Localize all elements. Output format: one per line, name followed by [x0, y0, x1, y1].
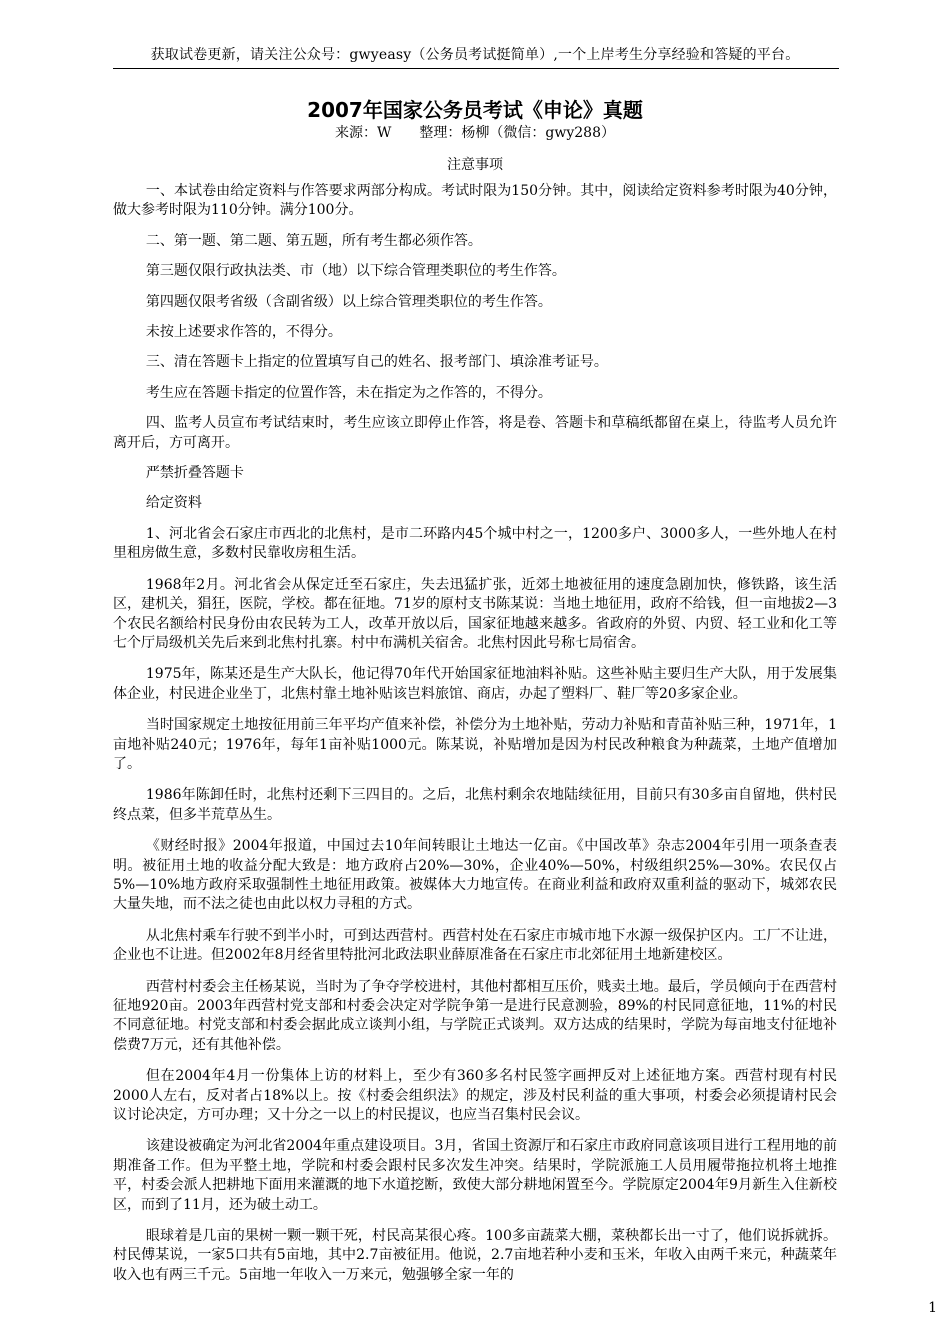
material-paragraph: 但在2004年4月一份集体上访的材料上，至少有360多名村民签字画押反对上述征地方案。西营村现有村民2000人左右，反对者占18%以上。按《村委会组织法》的规定，涉及村民利益的重大事项，村委会必须提请村民会议讨论决定，方可办理；又十分之一以上的村民提议，也应当召集村民会议。 [113, 1068, 837, 1124]
page-number: 1 [928, 1300, 937, 1316]
source-line: 来源：W 整理：杨柳（微信：gwy288） [335, 125, 615, 141]
notice-heading: 注意事项 [447, 157, 503, 173]
document-body [113, 98, 837, 1297]
section-heading-materials: 给定资料 [145, 495, 202, 512]
material-paragraph: 《财经时报》2004年报道，中国过去10年间转眼让土地达一亿亩。《中国改革》杂志2004年引用一项条查表明。被征用土地的收益分配大致是：地方政府占20%—30%，企业40%—50%，村级组织25%—30%。农民仅占5%—10%地方政府采取强制性土地征用政策。被媒体大力地宣传。在商业利益和政府双重利益的驱动下，城郊农民大量失地，而不法之徒也由此以权力寻租的方式。 [113, 838, 837, 913]
material-paragraph: 当时国家规定土地按征用前三年平均产值来补偿，补偿分为土地补贴，劳动力补贴和青苗补贴三种，1971年，1亩地补贴240元；1976年，每年1亩补贴1000元。陈某说，补贴增加是因为村民改种粮食为种蔬菜，土地产值增加了。 [113, 717, 837, 772]
header-divider [113, 68, 839, 69]
material-paragraph: 1、河北省会石家庄市西北的北焦村，是市二环路内45个城中村之一，1200多户、3000多人，一些外地人在村里租房做生意，多数村民靠收房租生活。 [113, 525, 837, 562]
instruction-paragraph: 未按上述要求作答的，不得分。 [145, 324, 342, 341]
material-paragraph: 1986年陈卸任时，北焦村还剩下三四目的。之后，北焦村剩余农地陆续征用，目前只有30多亩自留地，供村民终点菜，但多半荒草丛生。 [113, 787, 837, 823]
instruction-paragraph: 第三题仅限行政执法类、市（地）以下综合管理类职位的考生作答。 [145, 263, 566, 280]
document-title: 2007年国家公务员考试《申论》真题 [307, 98, 643, 122]
instruction-paragraph: 一、本试卷由给定资料与作答要求两部分构成。考试时限为150分钟。其中，阅读给定资料参考时限为40分钟，做大参考时限为110分钟。满分100分。 [113, 183, 837, 219]
material-paragraph: 从北焦村乘车行驶不到半小时，可到达西营村。西营村处在石家庄市城市地下水源一级保护区内。工厂不让进，企业也不让进。但2002年8月经省里特批河北政法职业薛原准备在石家庄市北郊征用土地新建校区。 [113, 927, 837, 964]
material-paragraph: 1975年，陈某还是生产大队长，他记得70年代开始国家征地油料补贴。这些补贴主要归生产大队，用于发展集体企业，村民进企业坐丁，北焦村靠土地补贴该岂料旅馆、商店，办起了塑料厂、鞋厂等20多家企业。 [113, 666, 837, 702]
instruction-paragraph: 考生应在答题卡指定的位置作答，未在指定为之作答的，不得分。 [145, 384, 552, 401]
instruction-paragraph: 三、清在答题卡上指定的位置填写自己的姓名、报考部门、填涂准考证号。 [145, 354, 608, 371]
instruction-paragraph: 四、监考人员宣布考试结束时，考生应该立即停止作答，将是卷、答题卡和草稿纸都留在桌上，待监考人员允许离开后，方可离开。 [113, 415, 837, 451]
page-header-notice: 获取试卷更新，请关注公众号：gwyeasy（公务员考试挺简单）,一个上岸考生分享经验和答疑的平台。 [150, 47, 800, 63]
instruction-paragraph: 严禁折叠答题卡 [145, 465, 244, 482]
material-paragraph: 西营村村委会主任杨某说，当时为了争夺学校进村，其他村都相互压价，贱卖土地。最后，学员倾向于在西营村征地920亩。2003年西营村党支部和村委会决定对学院争第一是进行民意测验，89%的村民同意征地，11%的村民不同意征地。村党支部和村委会据此成立谈判小组，与学院正式谈判。双方达成的结果时，学院为每亩地支付征地补偿费7万元，还有其他补偿。 [113, 978, 837, 1053]
material-paragraph: 该建设被确定为河北省2004年重点建设项目。3月，省国土资源厅和石家庄市政府同意该项目进行工程用地的前期准备工作。但为平整土地，学院和村委会跟村民多次发生冲突。结果时，学院派施工人员用履带拖拉机将土地推平，村委会派人把耕地下面用来灌溉的地下水道挖断，致使大部分耕地闲置至今。学院原定2004年9月新生入住新校区，而到了11月，还为破土动工。 [113, 1138, 837, 1213]
instruction-paragraph: 二、第一题、第二题、第五题，所有考生都必须作答。 [145, 232, 482, 249]
material-paragraph: 眼球着是几亩的果树一颗一颗干死，村民高某很心疼。100多亩蔬菜大棚，菜秧都长出一寸了，他们说拆就拆。村民傅某说，一家5口共有5亩地，其中2.7亩被征用。他说，2.7亩地若种小麦和玉米，年收入由两千来元，种蔬菜年收入也有两三千元。5亩地一年收入一万来元，勉强够全家一年的 [113, 1228, 837, 1283]
material-paragraph: 1968年2月。河北省会从保定迁至石家庄，失去迅猛扩张，近郊土地被征用的速度急剧加快，修铁路，该生活区，建机关，猖狂，医院，学校。都在征地。71岁的原村支书陈某说：当地土地征用，政府不给钱，但一亩地拔2—3个农民名额给村民身份由农民转为工人，改革开放以后，国家征地越来越多。省政府的外贸、内贸、轻工业和化工等七个厅局级机关先后来到北焦村扎寨。村中布满机关宿舍。北焦村因此号称七局宿舍。 [113, 576, 837, 651]
instruction-paragraph: 第四题仅限考省级（含副省级）以上综合管理类职位的考生作答。 [145, 293, 552, 310]
